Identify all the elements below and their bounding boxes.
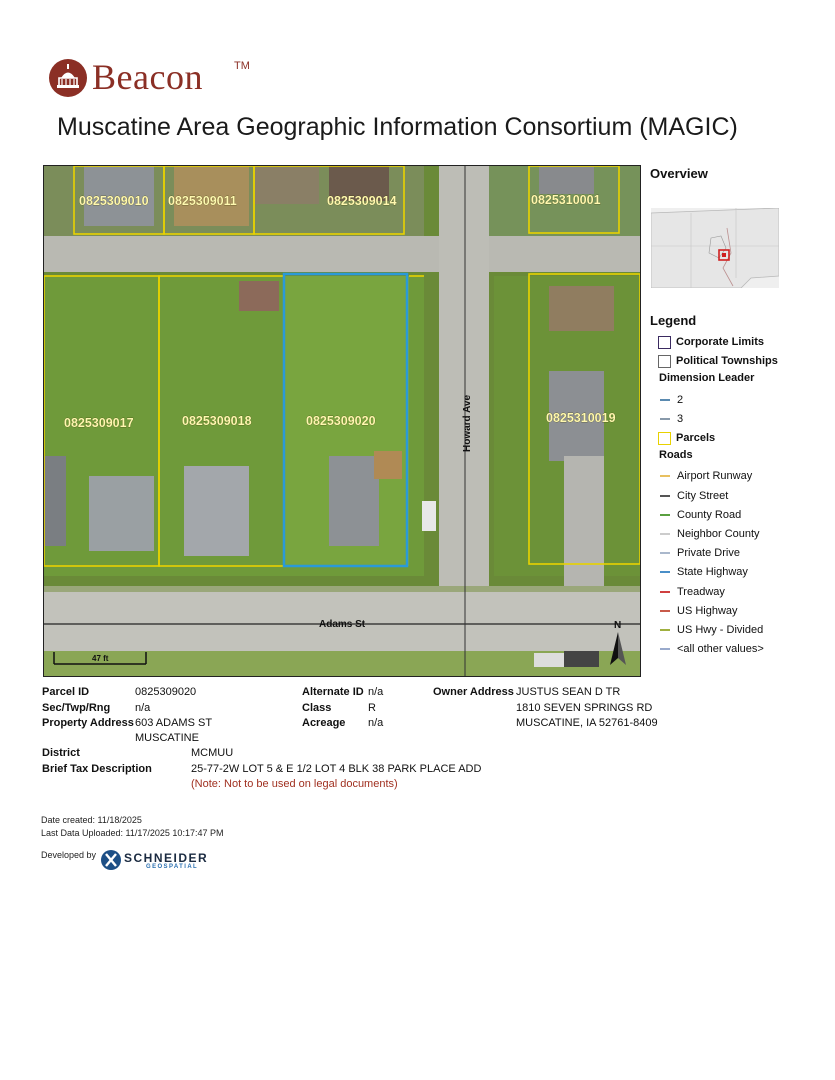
parcel-label: 0825310001	[531, 193, 601, 207]
parcel-label: 0825309011	[168, 194, 237, 208]
legend-item	[658, 392, 683, 408]
legend-item-label: Private Drive	[677, 547, 740, 559]
alternate-id-value: n/a	[368, 686, 384, 698]
vendor-name: SCHNEIDER	[124, 851, 209, 865]
legend-line-icon	[658, 586, 672, 598]
property-address-line1: 603 ADAMS ST	[135, 717, 213, 729]
legend-item	[658, 507, 741, 523]
district-value: MCMUU	[191, 747, 234, 759]
legend-box-icon	[658, 432, 671, 445]
legend-box-icon	[658, 336, 671, 349]
scale-label: 47 ft	[92, 654, 109, 663]
owner-street: 1810 SEVEN SPRINGS RD	[516, 702, 653, 714]
sec-twp-rng-label: Sec/Twp/Rng	[42, 702, 111, 714]
legend-item-label: US Highway	[677, 605, 738, 617]
parcel-label[interactable]: 0825309020	[306, 414, 376, 428]
legend-item-label: Parcels	[676, 432, 716, 444]
property-address-line2: MUSCATINE	[135, 732, 199, 744]
class-value: R	[368, 702, 376, 714]
legend-item-label: <all other values>	[677, 643, 764, 655]
capitol-dome-icon	[48, 58, 88, 103]
north-label: N	[614, 620, 622, 631]
district-label: District	[42, 747, 80, 759]
alternate-id-label: Alternate ID	[302, 686, 364, 698]
beacon-logo	[48, 58, 268, 102]
legend-item-label: 3	[677, 413, 684, 425]
trademark: TM	[234, 60, 250, 72]
vendor-subtitle: GEOSPATIAL	[146, 864, 199, 870]
legend-item-label: Airport Runway	[677, 470, 753, 482]
parcel-id-label: Parcel ID	[42, 686, 90, 698]
legend-item	[658, 353, 778, 369]
date-created: Date created: 11/18/2025	[41, 815, 142, 825]
parcel-id-value: 0825309020	[135, 686, 197, 698]
sec-twp-rng-value: n/a	[135, 702, 151, 714]
legend-item-label: State Highway	[677, 566, 748, 578]
legend-line-icon	[658, 605, 672, 617]
legend-item-label: County Road	[677, 509, 742, 521]
legend-item	[658, 603, 738, 619]
legend-item	[658, 468, 752, 484]
legend-line-icon	[658, 643, 672, 655]
legend-group-header: Roads	[659, 449, 693, 461]
legend-line-icon	[658, 547, 672, 559]
legend-item	[658, 622, 763, 638]
legend-line-icon	[658, 509, 672, 521]
parcel-label: 0825309017	[64, 416, 134, 430]
class-label: Class	[302, 702, 332, 714]
page-title: Muscatine Area Geographic Information Consortium (MAGIC)	[57, 113, 738, 141]
legend-line-icon	[658, 624, 672, 636]
legend-item	[658, 526, 760, 542]
legend-item-label: City Street	[677, 490, 729, 502]
acreage-label: Acreage	[302, 717, 346, 729]
legend-item-label: US Hwy - Divided	[677, 624, 764, 636]
owner-city: MUSCATINE, IA 52761-8409	[516, 717, 658, 729]
legend-title: Legend	[650, 313, 697, 328]
parcel-map[interactable]	[43, 165, 641, 677]
legend-item	[658, 545, 740, 561]
legend-item	[658, 430, 715, 446]
legend-group-header: Dimension Leader	[659, 372, 755, 384]
legend-item	[658, 564, 748, 580]
legend-line-icon	[658, 470, 672, 482]
legal-note: (Note: Not to be used on legal documents)	[191, 778, 398, 790]
legend-item	[658, 584, 725, 600]
parcel-label: 0825309010	[79, 194, 149, 208]
last-data-uploaded: Last Data Uploaded: 11/17/2025 10:17:47 PM	[41, 828, 224, 838]
legend-box-icon	[658, 355, 671, 368]
schneider-logo[interactable]	[100, 848, 210, 874]
legend-line-icon	[658, 490, 672, 502]
legend-item-label: Treadway	[677, 586, 725, 598]
owner-address-label: Owner Address	[433, 686, 514, 698]
overview-title: Overview	[650, 166, 708, 181]
property-address-label: Property Address	[42, 717, 134, 729]
acreage-value: n/a	[368, 717, 384, 729]
developed-by-label: Developed by	[41, 850, 97, 860]
schneider-mark-icon	[100, 848, 122, 872]
legend-line-icon	[658, 394, 672, 406]
street-label-howard: Howard Ave	[462, 394, 473, 452]
legend-item-label: Corporate Limits	[676, 336, 765, 348]
legend-item-label: 2	[677, 394, 684, 406]
street-label-adams: Adams St	[319, 619, 366, 630]
owner-name: JUSTUS SEAN D TR	[516, 686, 621, 698]
tax-description-value: 25-77-2W LOT 5 & E 1/2 LOT 4 BLK 38 PARK PLACE ADD	[191, 763, 482, 775]
legend-item	[658, 641, 764, 657]
brand-name: Beacon	[92, 57, 203, 97]
legend-line-icon	[658, 413, 672, 425]
legend-item	[658, 488, 728, 504]
legend-item	[658, 411, 683, 427]
parcel-label: 0825309014	[327, 194, 397, 208]
tax-description-label: Brief Tax Description	[42, 763, 152, 775]
overview-map[interactable]	[651, 208, 779, 288]
legend-line-icon	[658, 566, 672, 578]
parcel-label: 0825309018	[182, 414, 252, 428]
parcel-label: 0825310019	[546, 411, 616, 425]
legend-line-icon	[658, 528, 672, 540]
legend-item-label: Neighbor County	[677, 528, 760, 540]
legend-item-label: Political Townships	[676, 355, 778, 367]
legend-item	[658, 334, 764, 350]
